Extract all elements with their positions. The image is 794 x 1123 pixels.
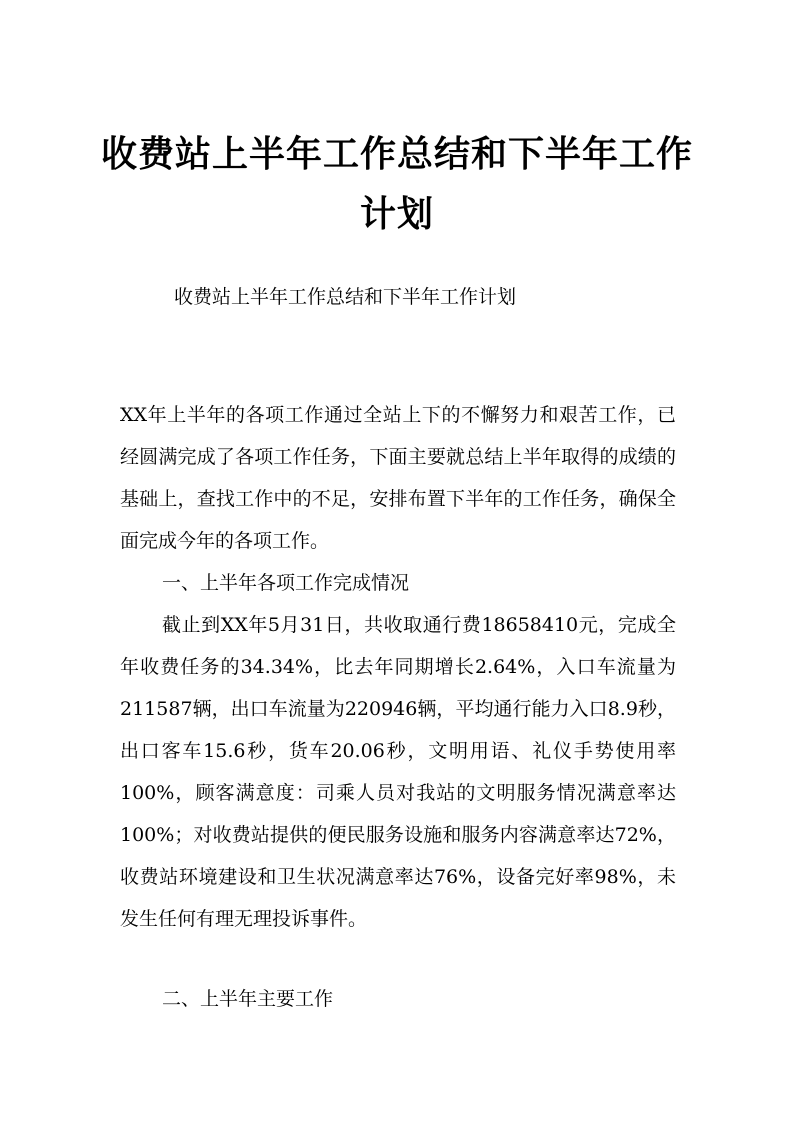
stats-paragraph: 截止到XX年5月31日，共收取通行费18658410元，完成全年收费任务的34.34%，比去年同期增长2.64%，入口车流量为211587辆，出口车流量为220946辆，平均通行能力入口8.9秒，出口客车15.6秒，货车20.06秒，文明用语、礼仪手势使用率100%，顾客满意度：司乘人员对我站的文明服务情况满意率达100%；对收费站提供的便民服务设施和服务内容满意率达72%，收费站环境建设和卫生状况满意率达76%，设备完好率98%，未发生任何有理无理投诉事件。 — [120, 614, 676, 930]
section-heading-one: 一、上半年各项工作完成情况 — [162, 572, 410, 594]
section-heading-two: 二、上半年主要工作 — [162, 988, 334, 1010]
intro-paragraph: XX年上半年的各项工作通过全站上下的不懈努力和艰苦工作，已经圆满完成了各项工作任务，下面主要就总结上半年取得的成绩的基础上，查找工作中的不足，安排布置下半年的工作任务，确保全面完成今年的各项工作。 — [120, 404, 676, 552]
document-title: 收费站上半年工作总结和下半年工作计划 — [100, 133, 693, 236]
document-subtitle: 收费站上半年工作总结和下半年工作计划 — [174, 286, 517, 308]
